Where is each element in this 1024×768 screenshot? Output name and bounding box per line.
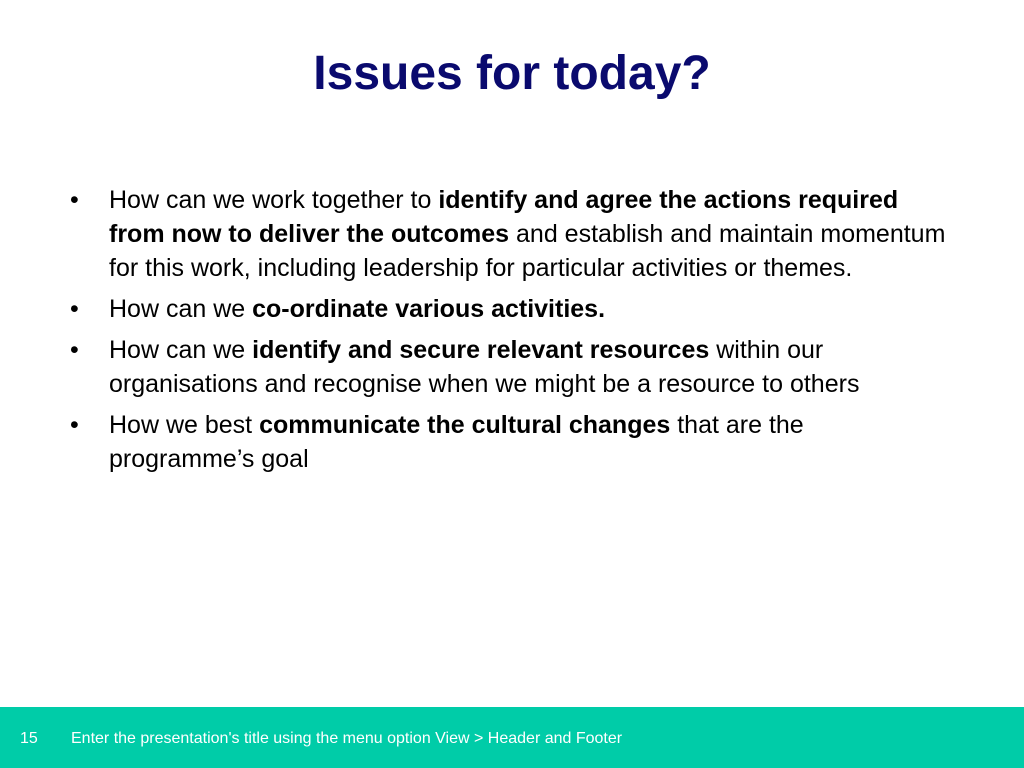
bullet-text: that are the programme’s goal [109,411,804,473]
bullet-text: How can we [109,336,253,364]
bullet-emphasis: identify and agree the actions required from now to deliver the outcomes [109,186,899,248]
slide-number: 15 [20,730,38,747]
bullet-marker: • [70,336,79,364]
bullet-marker: • [70,411,79,439]
bullet-emphasis: identify and secure relevant resources [252,336,710,364]
bullet-text: How we best [109,411,260,439]
bullet-item [70,333,950,401]
bullet-item [70,183,950,285]
bullet-emphasis: co-ordinate various activities. [252,295,606,323]
bullet-emphasis: communicate the cultural changes [259,411,671,439]
slide-title: Issues for today? [313,47,711,100]
footer-text: Enter the presentation's title using the menu option View > Header and Footer [71,730,623,747]
bullet-item [70,292,950,326]
footer-bar [0,707,1024,768]
bullet-text: How can we [109,295,253,323]
bullet-marker: • [70,186,79,214]
bullet-item [70,408,950,476]
bullet-text: within our organisations and recognise when we might be a resource to others [109,336,860,398]
bullet-text: How can we work together to [109,186,439,214]
bullet-list [70,183,950,483]
bullet-text: and establish and maintain momentum for this work, including leadership for particular activities or themes. [109,220,946,282]
bullet-marker: • [70,295,79,323]
